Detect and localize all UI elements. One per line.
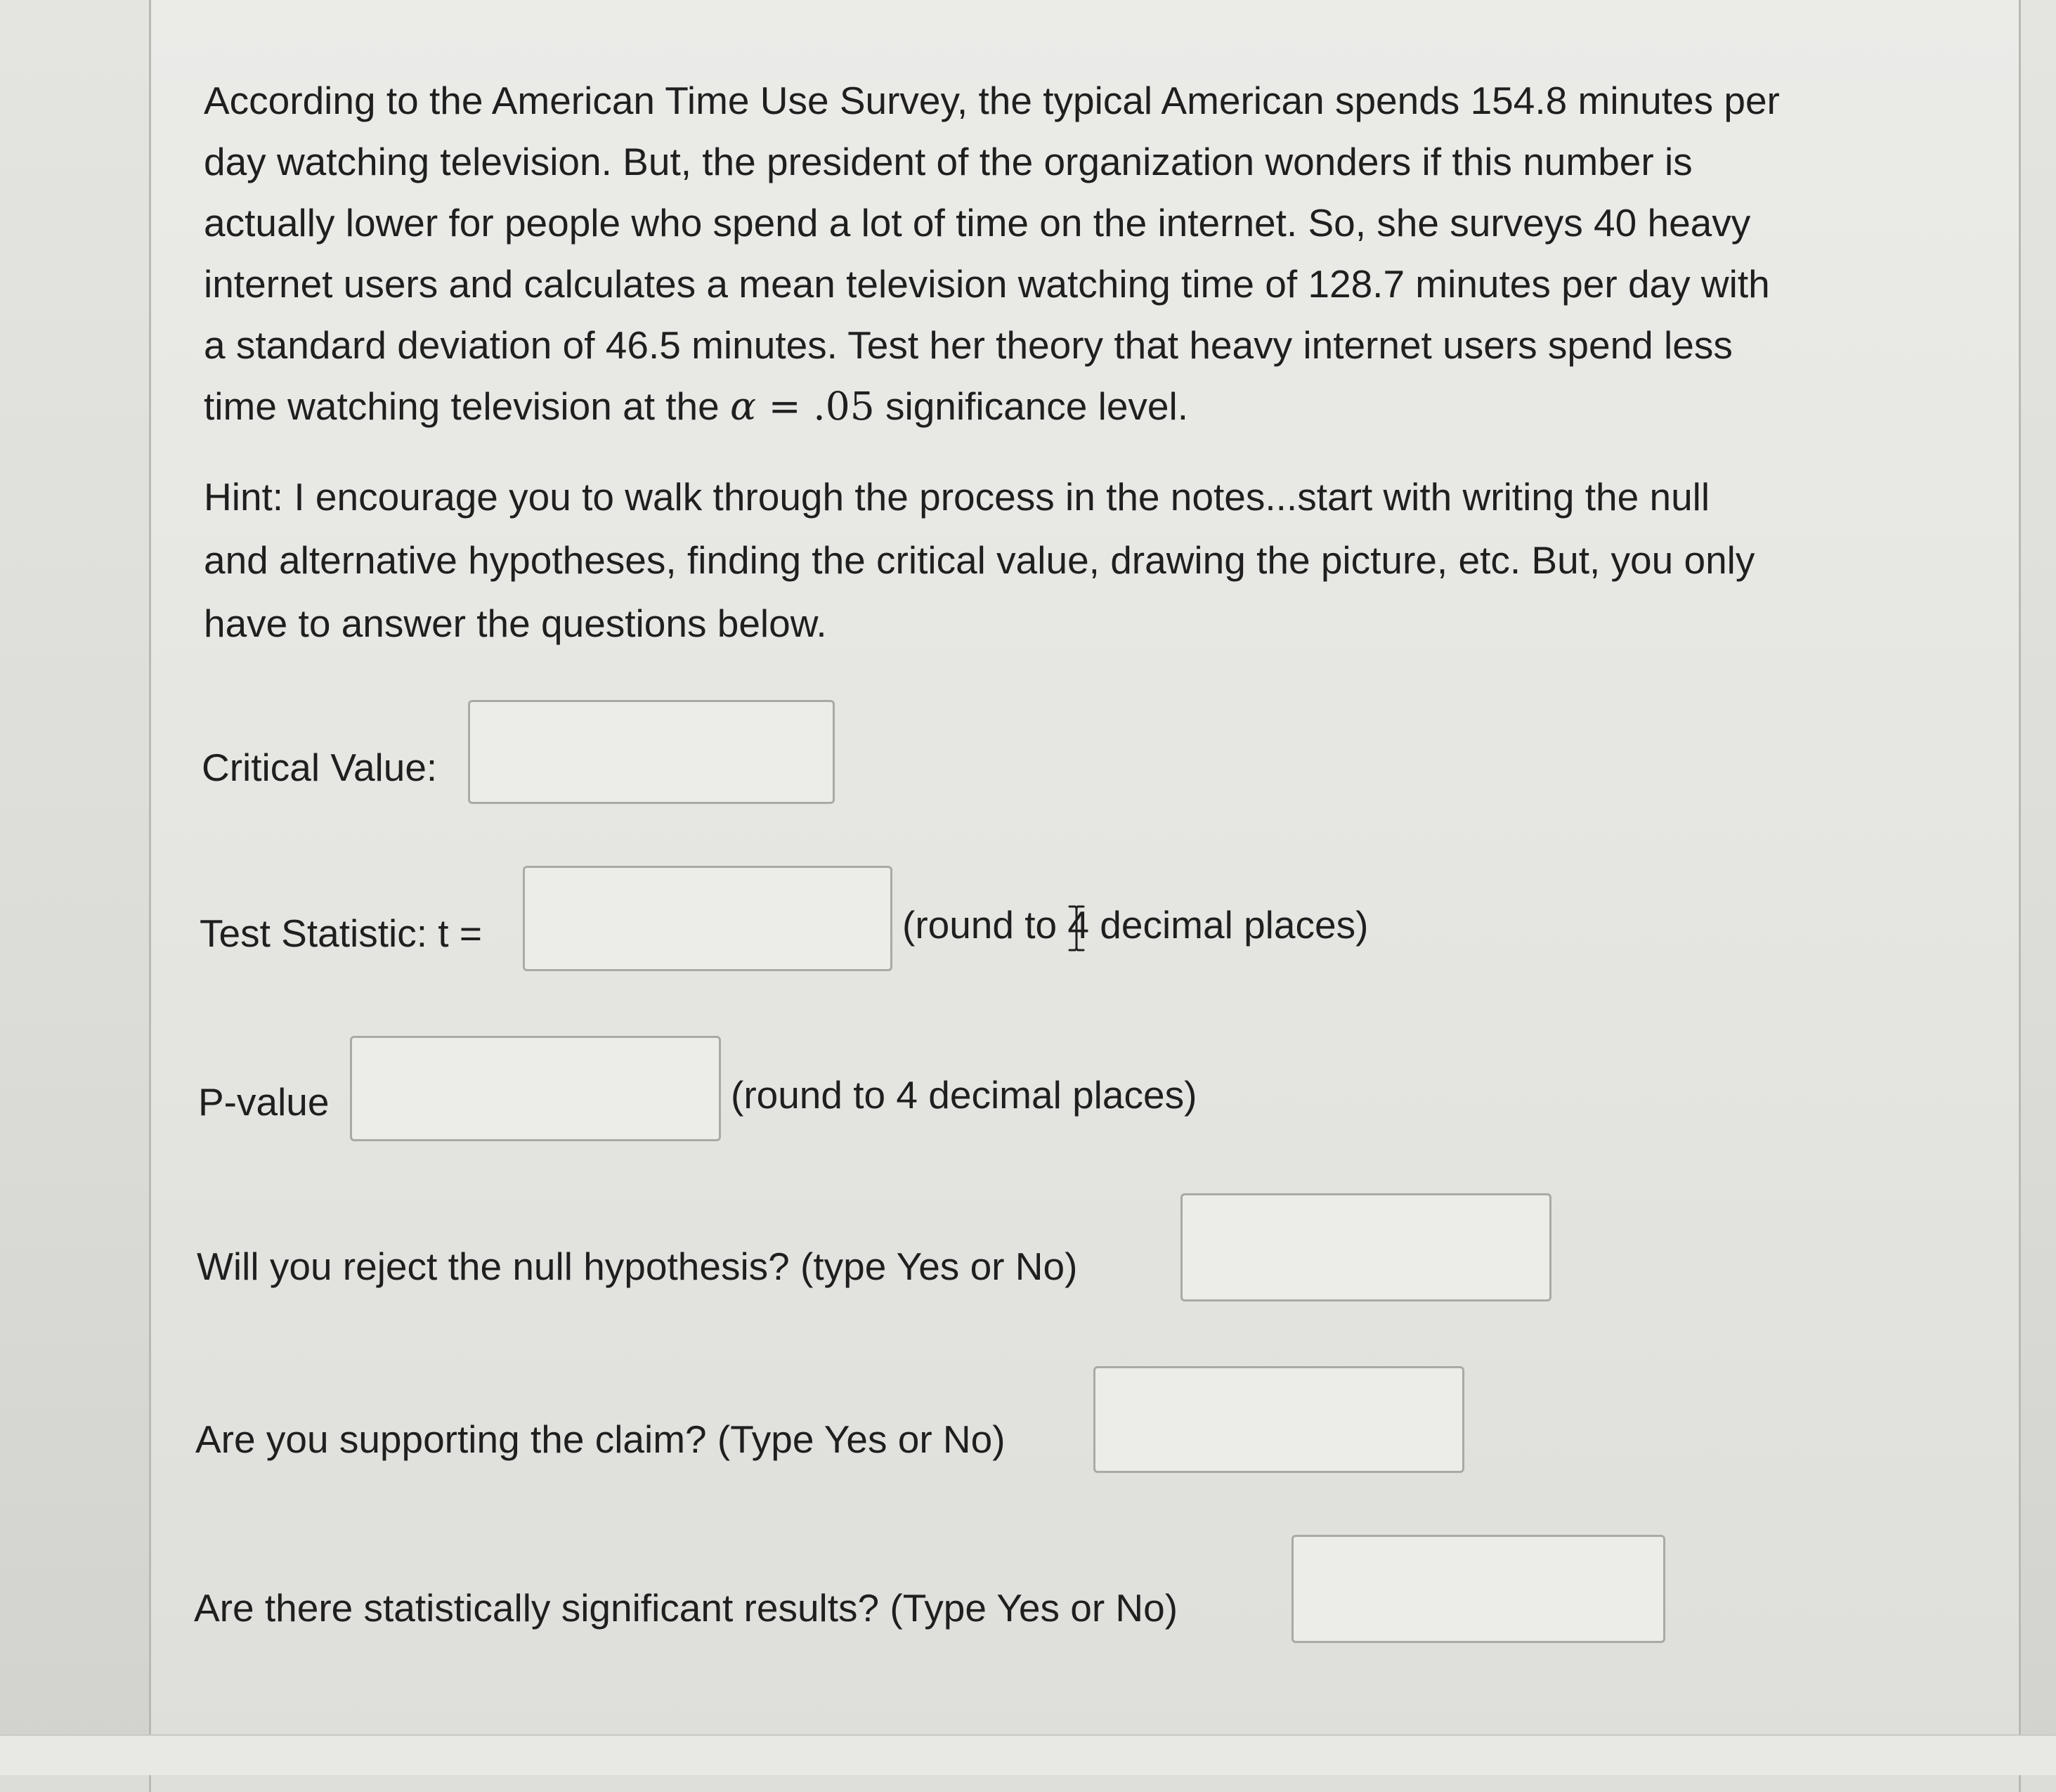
critical-value-label: Critical Value: <box>202 746 438 789</box>
hint-line: have to answer the questions below. <box>204 602 827 645</box>
problem-line: day watching television. But, the president of the organization wonders if this number is <box>204 140 1693 183</box>
test-statistic-input[interactable] <box>523 866 892 971</box>
problem-line: actually lower for people who spend a lot of time on the internet. So, she surveys 40 heavy <box>204 201 1751 245</box>
significant-results-input[interactable] <box>1291 1535 1665 1643</box>
critical-value-input[interactable] <box>468 700 835 804</box>
test-statistic-rounding-note: (round to 4 decimal places) <box>902 903 1369 947</box>
p-value-rounding-note: (round to 4 decimal places) <box>731 1073 1197 1117</box>
i-beam-cursor-icon <box>1068 905 1085 952</box>
p-value-input[interactable] <box>350 1036 721 1141</box>
hint-line: Hint: I encourage you to walk through the process in the notes...start with writing the null <box>204 475 1710 519</box>
problem-line: time watching television at the <box>204 384 730 428</box>
test-statistic-label: Test Statistic: t = <box>200 911 482 955</box>
problem-statement <box>204 70 1918 437</box>
support-claim-label: Are you supporting the claim? (Type Yes or No) <box>195 1417 1006 1461</box>
significant-results-label: Are there statistically significant results? (Type Yes or No) <box>194 1586 1178 1630</box>
problem-line: a standard deviation of 46.5 minutes. Test her theory that heavy internet users spend less <box>204 323 1733 367</box>
hint-text <box>204 465 1918 655</box>
equals-sign: = <box>756 384 814 429</box>
alpha-symbol: α <box>730 384 757 429</box>
support-claim-input[interactable] <box>1093 1366 1464 1473</box>
problem-line: internet users and calculates a mean television watching time of 128.7 minutes per day with <box>204 262 1770 306</box>
reject-null-label: Will you reject the null hypothesis? (type Yes or No) <box>197 1245 1078 1288</box>
bottom-edge <box>0 1734 2056 1775</box>
p-value-label: P-value <box>198 1080 330 1124</box>
question-body <box>204 70 1918 655</box>
hint-line: and alternative hypotheses, finding the critical value, drawing the picture, etc. But, you only <box>204 538 1755 582</box>
problem-line: According to the American Time Use Survey, the typical American spends 154.8 minutes per <box>204 79 1780 122</box>
alpha-value: .05 <box>813 384 875 429</box>
reject-null-input[interactable] <box>1180 1193 1551 1301</box>
problem-line: significance level. <box>874 384 1189 428</box>
